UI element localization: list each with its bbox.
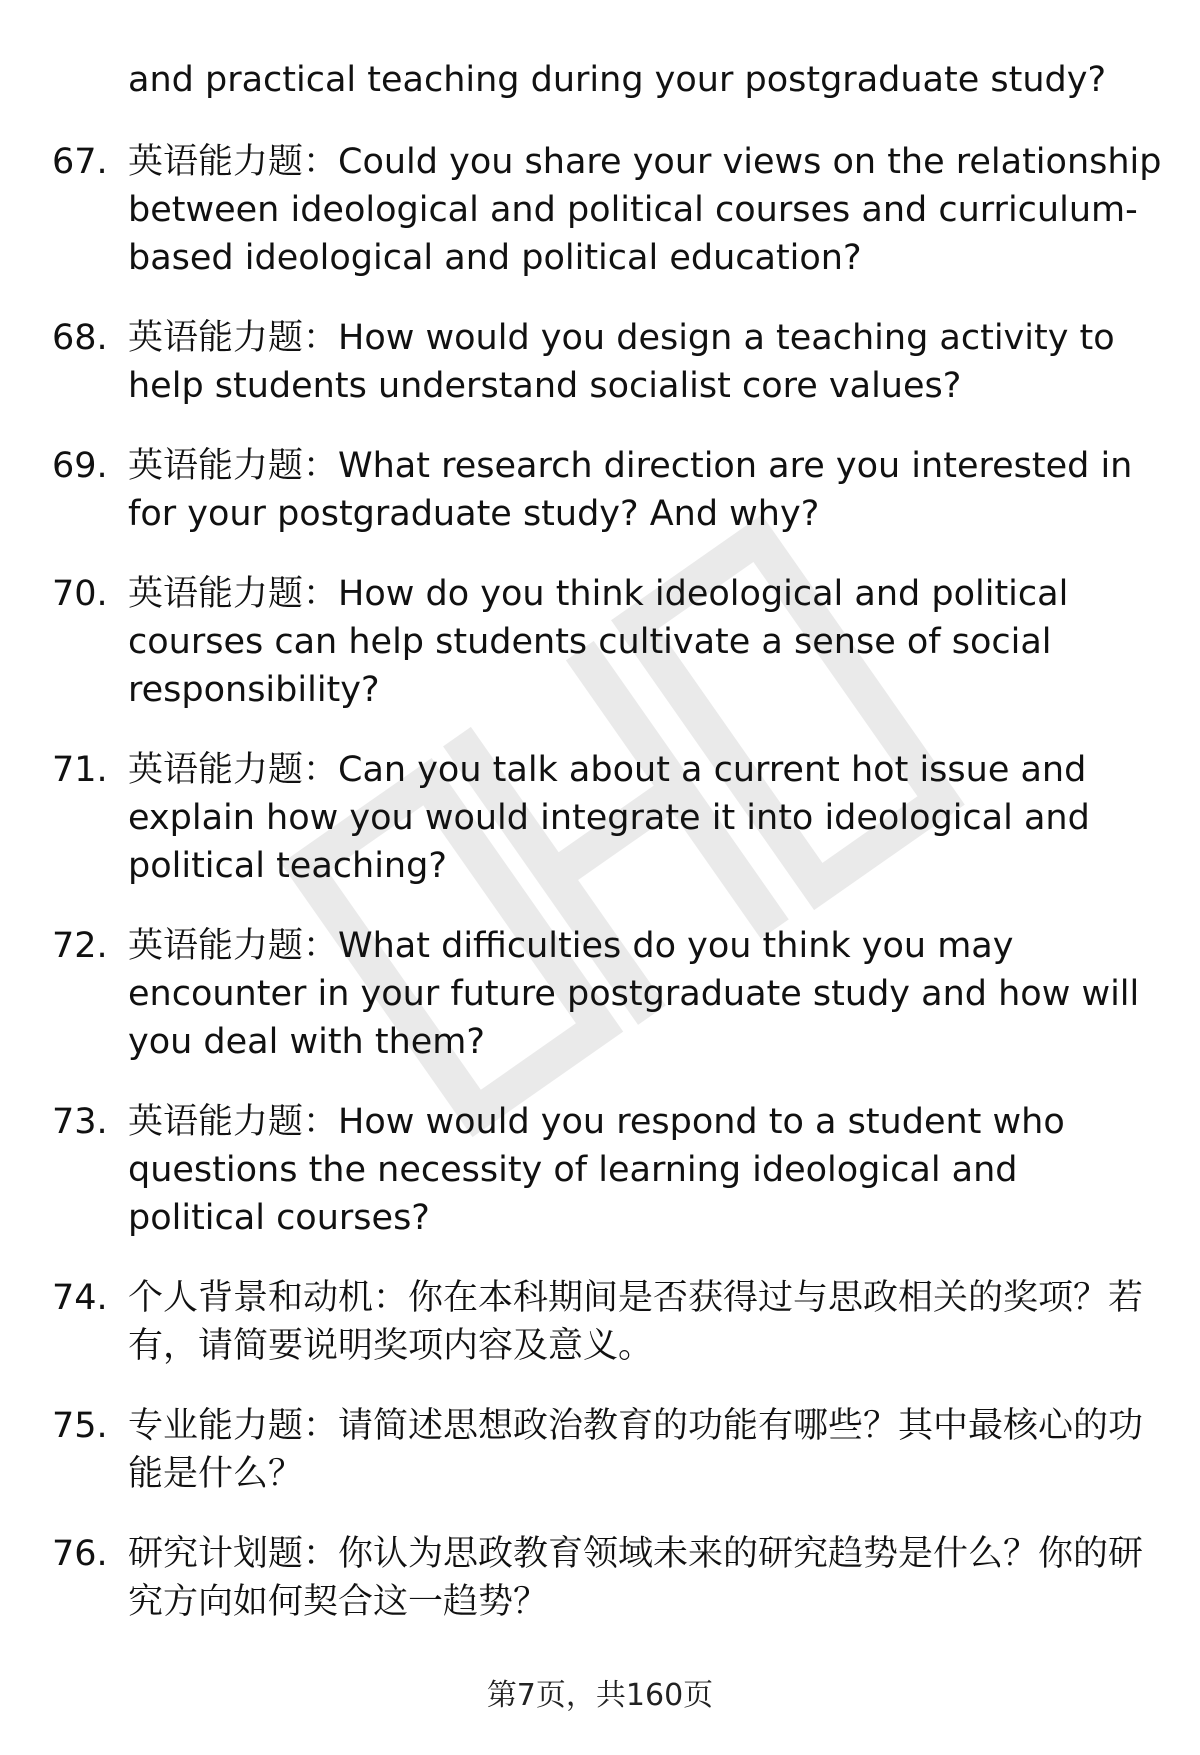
question-category: 英语能力题： — [128, 926, 339, 966]
question-item — [52, 138, 1162, 282]
question-number: 67. — [52, 142, 108, 182]
question-content — [128, 1530, 1162, 1626]
question-text: How would you design a teaching activity to help students understand socialist core values? — [128, 318, 1115, 406]
question-item — [52, 314, 1162, 410]
question-item — [52, 746, 1162, 890]
question-content — [128, 1402, 1162, 1498]
question-category: 英语能力题： — [128, 142, 339, 182]
question-number: 68. — [52, 318, 108, 358]
question-text: What research direction are you interested in for your postgraduate study? And why? — [128, 446, 1133, 534]
question-category: 英语能力题： — [128, 446, 339, 486]
question-category: 英语能力题： — [128, 574, 339, 614]
question-number: 75. — [52, 1406, 108, 1446]
question-content — [128, 1098, 1162, 1242]
question-content — [128, 746, 1162, 890]
question-number: 74. — [52, 1278, 108, 1318]
question-number: 72. — [52, 926, 108, 966]
question-text: What difficulties do you think you may encounter in your future postgraduate study and how will you deal with them? — [128, 926, 1140, 1062]
question-number: 69. — [52, 446, 108, 486]
question-item — [52, 1530, 1162, 1626]
question-text: 你认为思政教育领域未来的研究趋势是什么？你的研究方向如何契合这一趋势？ — [128, 1534, 1144, 1622]
question-text: 请简述思想政治教育的功能有哪些？其中最核心的功能是什么？ — [128, 1406, 1144, 1494]
question-item — [52, 1098, 1162, 1242]
question-category: 专业能力题： — [128, 1406, 339, 1446]
continuation-text: and practical teaching during your postgraduate study? — [128, 60, 1107, 100]
question-category: 英语能力题： — [128, 318, 339, 358]
question-item — [52, 922, 1162, 1066]
question-text: How would you respond to a student who questions the necessity of learning ideological and political courses? — [128, 1102, 1065, 1238]
question-item — [52, 1402, 1162, 1498]
question-number: 71. — [52, 750, 108, 790]
question-content — [128, 1274, 1162, 1370]
question-category: 英语能力题： — [128, 1102, 339, 1142]
question-item — [52, 570, 1162, 714]
question-number: 73. — [52, 1102, 108, 1142]
question-item — [52, 1274, 1162, 1370]
page-footer: 第7页，共160页 — [486, 1678, 714, 1713]
question-text: Can you talk about a current hot issue and explain how you would integrate it into ideological and political teaching? — [128, 750, 1090, 886]
question-number: 70. — [52, 574, 108, 614]
question-text: 你在本科期间是否获得过与思政相关的奖项？若有，请简要说明奖项内容及意义。 — [128, 1278, 1144, 1366]
question-category: 研究计划题： — [128, 1534, 339, 1574]
question-item — [52, 442, 1162, 538]
question-content — [128, 138, 1162, 282]
question-category: 英语能力题： — [128, 750, 339, 790]
question-content — [128, 570, 1162, 714]
question-text: How do you think ideological and political courses can help students cultivate a sense of social responsibility? — [128, 574, 1069, 710]
question-content — [128, 442, 1162, 538]
question-number: 76. — [52, 1534, 108, 1574]
question-text: Could you share your views on the relationship between ideological and political courses and curriculum-based ideological and political education? — [128, 142, 1162, 278]
question-category: 个人背景和动机： — [128, 1278, 409, 1318]
question-content — [128, 314, 1162, 410]
question-list — [52, 138, 1162, 1658]
question-content — [128, 922, 1162, 1066]
